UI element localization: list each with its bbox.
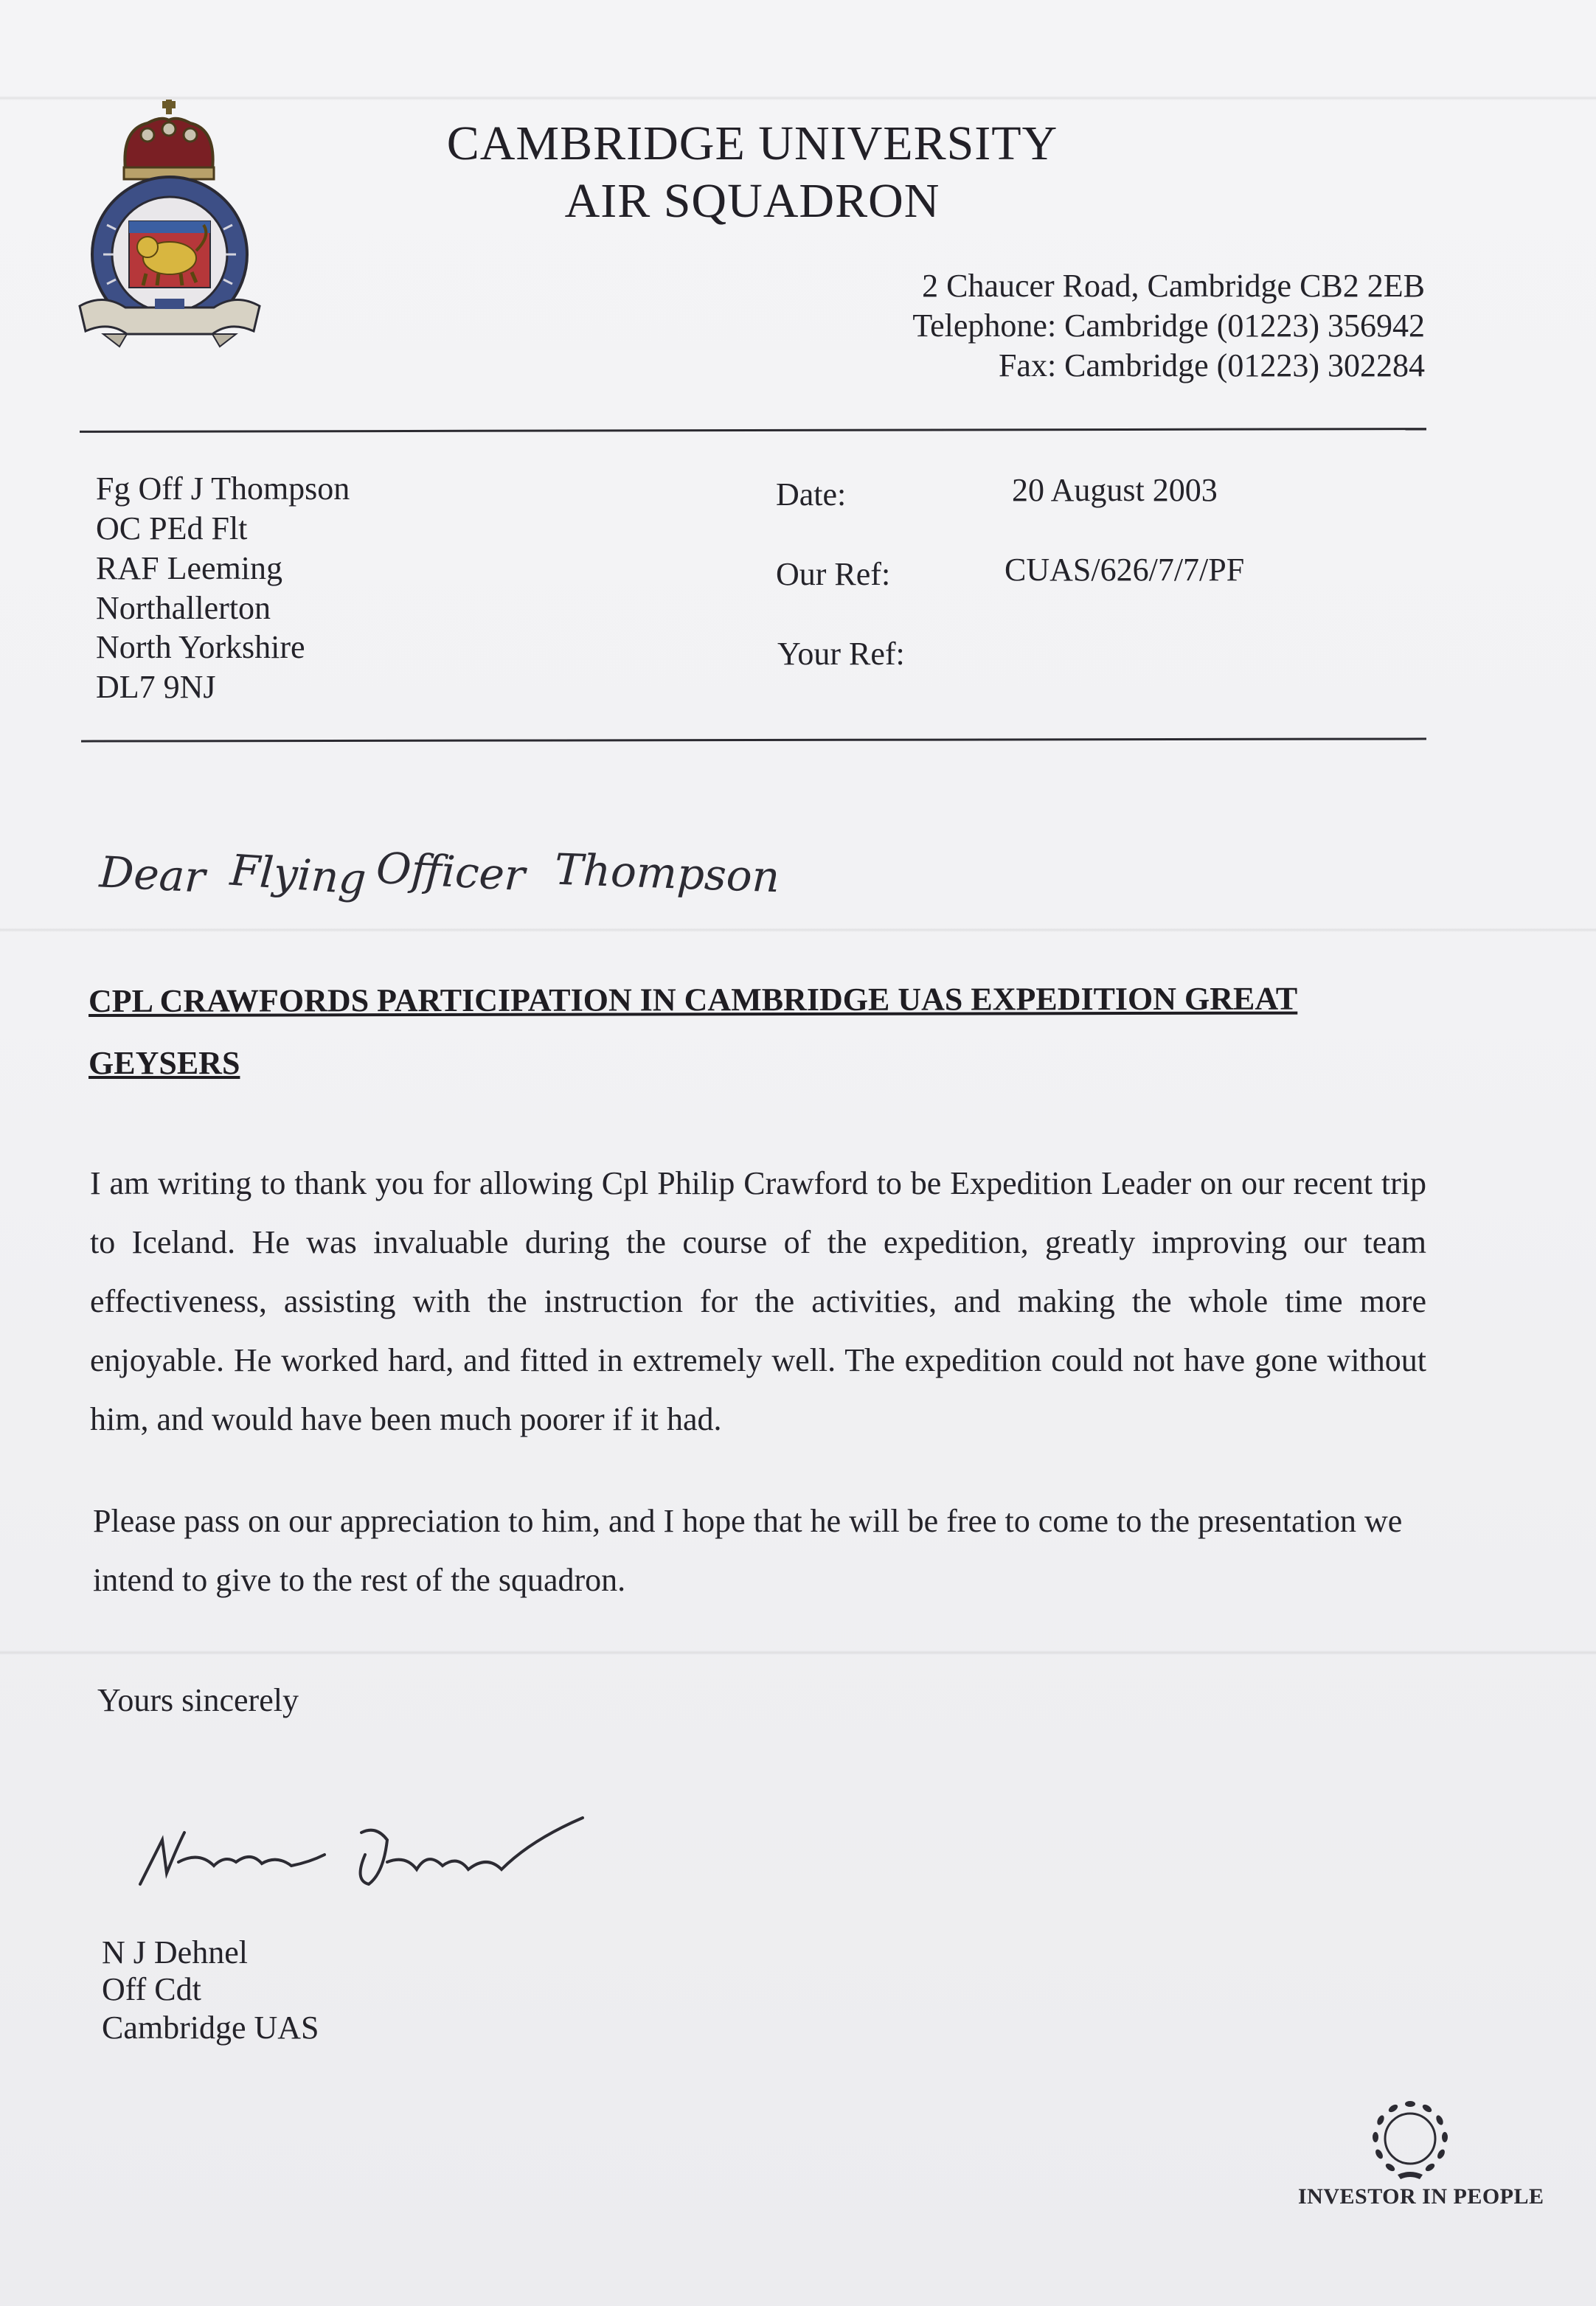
signatory-unit: Cambridge UAS <box>102 2010 319 2046</box>
recipient-line: Fg Off J Thompson <box>96 470 350 507</box>
letterhead-telephone: Telephone: Cambridge (01223) 356942 <box>912 308 1425 344</box>
recipient-line: RAF Leeming <box>96 550 282 586</box>
address-divider <box>81 737 1426 742</box>
letterhead-title-line1: CAMBRIDGE UNIVERSITY <box>446 117 1058 170</box>
investor-in-people-laurel-icon <box>1368 2098 1453 2183</box>
recipient-line: DL7 9NJ <box>96 669 216 705</box>
recipient-line: North Yorkshire <box>96 629 305 665</box>
handwritten-salutation-thompson: Thompson <box>553 844 781 903</box>
letterhead-title-line2: AIR SQUADRON <box>564 174 940 228</box>
squadron-crest-icon <box>74 100 273 350</box>
handwritten-salutation-officer: Officer <box>375 842 527 901</box>
letterhead-address: 2 Chaucer Road, Cambridge CB2 2EB <box>922 268 1425 304</box>
signatory-name: N J Dehnel <box>102 1934 248 1970</box>
handwritten-signature <box>133 1810 605 1899</box>
date-label: Date: <box>776 476 847 513</box>
investor-in-people-label: INVESTOR IN PEOPLE <box>1298 2184 1544 2209</box>
handwritten-salutation-dear: Dear <box>98 847 207 903</box>
body-paragraph-1: I am writing to thank you for allowing Cpl Philip Crawford to be Expedition Leader on our recent trip to Iceland. He was invaluable during the course of the expedition, greatly improving our team effectiveness, assisting with the instruction for the activities, and making the whole time more enjoyable. He worked hard, and fitted in extremely well. The expedition could not have gone without him, and would have been much poorer if it had. <box>90 1165 1426 1437</box>
our-ref-label: Our Ref: <box>776 556 891 592</box>
handwritten-salutation-flying: Flying <box>228 844 368 905</box>
subject-line1: CPL CRAWFORDS PARTICIPATION IN CAMBRIDGE UAS EXPEDITION GREAT <box>88 980 1298 1019</box>
letterhead-fax: Fax: Cambridge (01223) 302284 <box>998 347 1425 383</box>
date-value: 20 August 2003 <box>1012 472 1218 508</box>
recipient-line: OC PEd Flt <box>96 510 248 546</box>
paper-fold <box>0 1650 1596 1655</box>
paper-fold <box>0 928 1596 932</box>
recipient-line: Northallerton <box>96 590 271 626</box>
closing: Yours sincerely <box>97 1682 299 1718</box>
your-ref-label: Your Ref: <box>777 636 905 672</box>
body-paragraph-2: Please pass on our appreciation to him, and I hope that he will be free to come to the presentation we intend to give to the rest of the squadron. <box>93 1503 1403 1598</box>
our-ref-value: CUAS/626/7/7/PF <box>1005 552 1245 588</box>
subject-line2: GEYSERS <box>89 1045 240 1081</box>
header-divider <box>80 428 1426 433</box>
signatory-rank: Off Cdt <box>102 1971 201 2007</box>
